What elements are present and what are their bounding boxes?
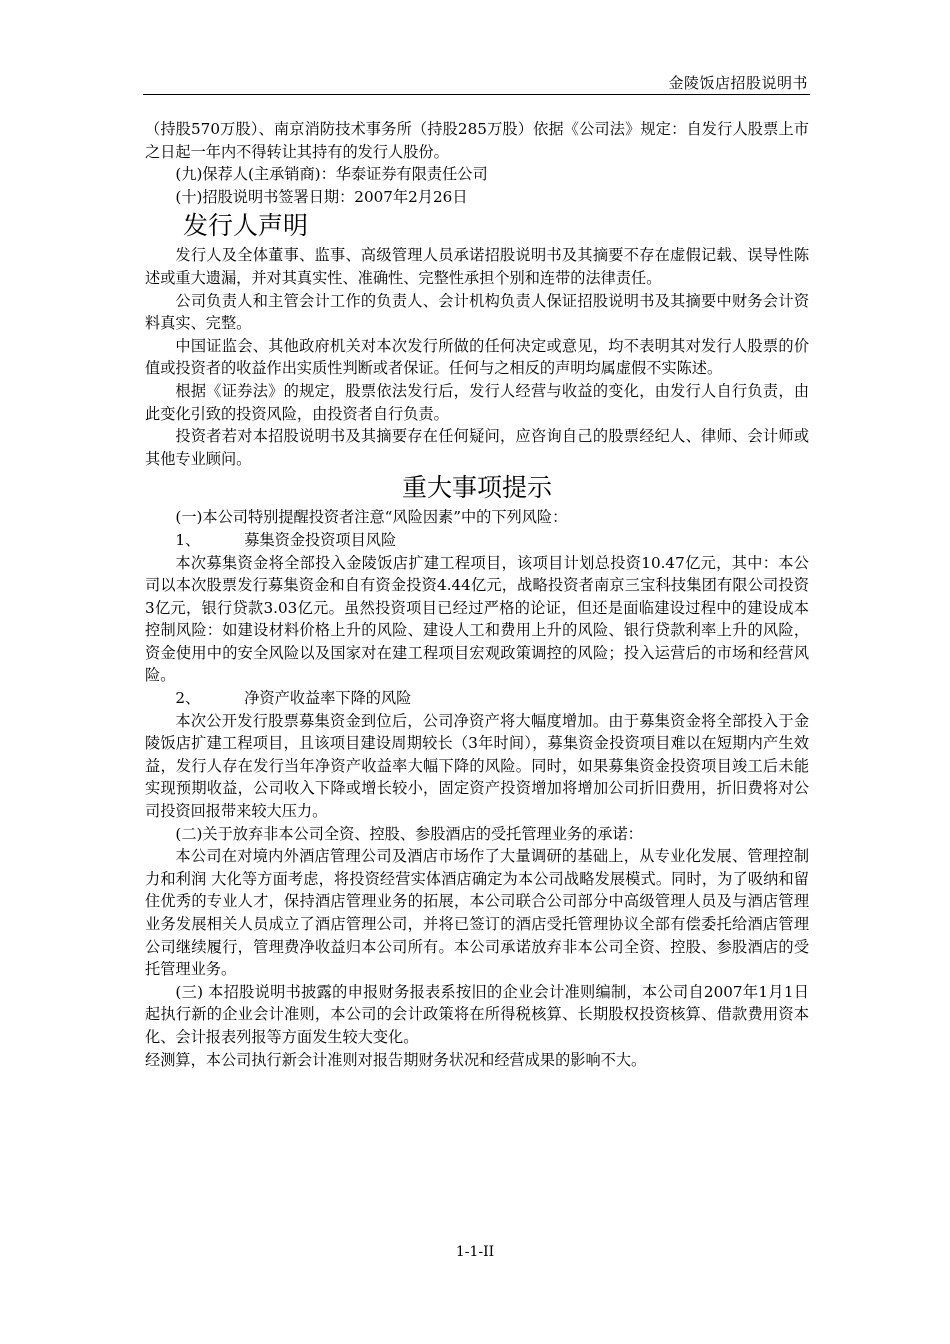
risk-one-label: 募集资金投资项目风险	[244, 530, 397, 549]
intro-paragraph: （持股570万股）、南京消防技术事务所（持股285万股）依据《公司法》规定：自发行人股票上市之日起一年内不得转让其持有的发行人股份。	[145, 120, 809, 161]
issuer-statement-paragraph: 公司负责人和主管会计工作的负责人、会计机构负责人保证招股说明书及其摘要中财务会计资料真实、完整。	[145, 291, 809, 333]
item-three-text: (三) 本招股说明书披露的申报财务报表系按旧的企业会计准则编制，本公司自2007年1月1日起执行新的企业会计准则，本公司的会计政策将在所得税核算、长期股权投资核算、借款费用资本化、会计报表列报等方面发生较大变化。	[145, 982, 809, 1046]
risk-two-label: 净资产收益率下降的风险	[244, 689, 412, 708]
risk-one-number: 1、	[175, 530, 201, 549]
sponsor-line: (九)保荐人(主承销商)：华泰证券有限责任公司	[175, 165, 488, 184]
risk-two-text: 本次公开发行股票募集资金到位后，公司净资产将大幅度增加。由于募集资金将全部投入于金陵饭店扩建工程项目，且该项目建设周期较长（3年时间），募集资金投资项目难以在短期内产生效益，发行人存在发行当年净资产收益率大幅下降的风险。同时，如果募集资金投资项目竣工后未能实现预期收益，公司收入下降或增长较小，固定资产投资增加将增加公司折旧费用，折旧费将对公司投资回报带来较大压力。	[145, 711, 809, 821]
page-number: 1-1-II	[455, 1244, 495, 1260]
running-header-title: 金陵饭店招股说明书	[668, 74, 808, 92]
header-divider	[143, 94, 810, 95]
issuer-statement-paragraph: 中国证监会、其他政府机关对本次发行所做的任何决定或意见，均不表明其对发行人股票的价值或投资者的收益作出实质性判断或者保证。任何与之相反的声明均属虚假不实陈述。	[145, 336, 809, 378]
issuer-statement-paragraph: 根据《证券法》的规定，股票依法发行后，发行人经营与收益的变化，由发行人自行负责，由此变化引致的投资风险，由投资者自行负责。	[145, 381, 809, 423]
major-items-heading: 重大事项提示	[401, 473, 552, 503]
issuer-statement-paragraph: 投资者若对本招股说明书及其摘要存在任何疑问，应咨询自己的股票经纪人、律师、会计师或其他专业顾问。	[145, 427, 809, 468]
risk-one-text: 本次募集资金将全部投入金陵饭店扩建工程项目，该项目计划总投资10.47亿元，其中：本公司以本次股票发行募集资金和自有资金投资4.44亿元，战略投资者南京三宝科技集团有限公司投资3亿元，银行贷款3.03亿元。虽然投资项目已经过严格的论证，但还是面临建设过程中的建设成本控制风险：如建设材料价格上升的风险、建设人工和费用上升的风险、银行贷款利率上升的风险，资金使用中的安全风险以及国家对在建工程项目宏观政策调控的风险；投入运营后的市场和经营风险。	[145, 553, 809, 685]
page-body	[145, 118, 809, 1071]
issuer-statement-heading: 发行人声明	[183, 211, 309, 241]
signing-date-line: (十)招股说明书签署日期：2007年2月26日	[175, 187, 468, 206]
risk-two-title	[145, 687, 809, 710]
closing-paragraph: 经测算，本公司执行新会计准则对报告期财务状况和经营成果的影响不大。	[145, 1050, 647, 1069]
risk-two-number: 2、	[175, 689, 201, 708]
item-one-title: (一)本公司特别提醒投资者注意“风险因素”中的下列风险：	[175, 508, 568, 527]
risk-one-title	[145, 529, 809, 552]
issuer-statement-paragraph: 发行人及全体董事、监事、高级管理人员承诺招股说明书及其摘要不存在虚假记载、误导性陈述或重大遗漏，并对其真实性、准确性、完整性承担个别和连带的法律责任。	[145, 246, 809, 287]
item-two-text: 本公司在对境内外酒店管理公司及酒店市场作了大量调研的基础上，从专业化发展、管理控制力和利润 大化等方面考虑，将投资经营实体酒店确定为本公司战略发展模式。同时，为了吸纳和留住优秀的专业人才，保持酒店管理业务的拓展，本公司联合公司部分中高级管理人员及与酒店管理业务发展相关人员成立了酒店管理公司，并将已签订的酒店受托管理协议全部有偿委托给酒店管理公司继续履行，管理费净收益归本公司所有。本公司承诺放弃非本公司全资、控股、参股酒店的受托管理业务。	[145, 847, 809, 979]
item-two-title: (二)关于放弃非本公司全资、控股、参股酒店的受托管理业务的承诺：	[175, 824, 643, 843]
